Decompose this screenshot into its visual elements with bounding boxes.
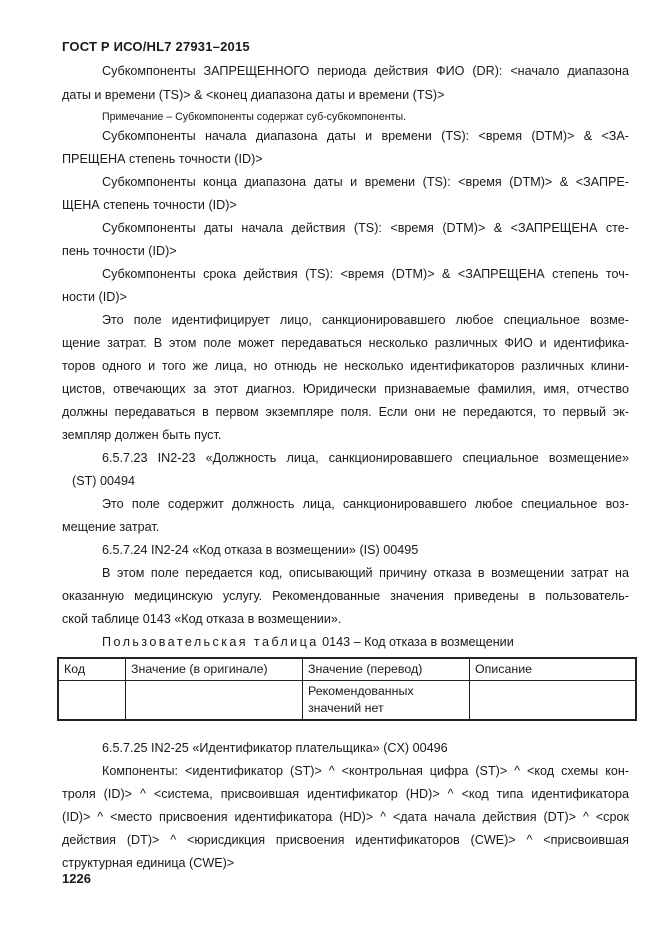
paragraph-line: Компоненты: <идентификатор (ST)> ^ <контрольная цифра (ST)> ^ <код схемы кон- — [102, 764, 629, 778]
table-caption-label: Пользовательская таблица — [102, 635, 319, 649]
paragraph-line: структурная единица (CWE)> — [62, 856, 235, 870]
paragraph-line: Это поле содержит должность лица, санкционировавшего любое специальное воз- — [102, 497, 629, 511]
paragraph-line: земпляр должен быть пуст. — [62, 428, 222, 442]
paragraph-line: цистов, отвечающих за этот диагноз. Юридически признаваемые фамилия, имя, отчество — [62, 382, 629, 396]
table-caption — [102, 634, 661, 650]
paragraph-line: пень точности (ID)> — [62, 244, 177, 258]
paragraph-line: ЩЕНА степень точности (ID)> — [62, 198, 237, 212]
document-header: ГОСТ Р ИСО/HL7 27931–2015 — [62, 39, 250, 54]
section-heading: 6.5.7.23 IN2-23 «Должность лица, санкционировавшего специальное возмещение» — [102, 451, 629, 465]
table-cell: Рекомендованных значений нет — [303, 681, 470, 721]
paragraph-line: ской таблице 0143 «Код отказа в возмещении». — [62, 612, 342, 626]
paragraph-line: Субкомпоненты ЗАПРЕЩЕННОГО периода действия ФИО (DR): <начало диапазона — [102, 64, 629, 78]
table-cell — [126, 681, 303, 721]
page-number: 1226 — [62, 871, 91, 886]
paragraph-line: оказанную медицинскую услугу. Рекомендованные значения приведены в пользователь- — [62, 589, 629, 603]
table-caption-title: 0143 – Код отказа в возмещении — [322, 635, 514, 649]
paragraph-line: щение затрат. В этом поле может передаваться несколько различных ФИО и идентифика- — [62, 336, 629, 350]
paragraph-line: В этом поле передается код, описывающий причину отказа в возмещении затрат на — [102, 566, 629, 580]
table-row — [58, 681, 636, 721]
paragraph-line: Субкомпоненты даты начала действия (TS): <время (DTM)> & <ЗАПРЕЩЕНА сте- — [102, 221, 629, 235]
table-header-row — [58, 658, 636, 681]
table-header-cell: Значение (в оригинале) — [126, 658, 303, 681]
paragraph-line: должны передаваться в первом экземпляре поля. Если они не передаются, то первый эк- — [62, 405, 629, 419]
paragraph-line: троля (ID)> ^ <система, присвоившая идентификатор (HD)> ^ <код типа идентификатора — [62, 787, 629, 801]
section-heading: 6.5.7.24 IN2-24 «Код отказа в возмещении» (IS) 00495 — [102, 543, 419, 557]
table-header-cell: Значение (перевод) — [303, 658, 470, 681]
paragraph-line: торов одного и того же лица, но отнюдь не несколько идентификаторов различных клини- — [62, 359, 629, 373]
table-header-cell: Описание — [470, 658, 637, 681]
paragraph-line: даты и времени (TS)> & <конец диапазона даты и времени (TS)> — [62, 88, 445, 102]
paragraph-line: ПРЕЩЕНА степень точности (ID)> — [62, 152, 263, 166]
code-table — [57, 657, 637, 721]
paragraph-line: мещение затрат. — [62, 520, 160, 534]
paragraph-line: действия (DT)> ^ <юрисдикция присвоения идентификаторов (CWE)> ^ <присвоившая — [62, 833, 629, 847]
paragraph-line: Субкомпоненты срока действия (TS): <время (DTM)> & <ЗАПРЕЩЕНА степень точ- — [102, 267, 629, 281]
section-heading: 6.5.7.25 IN2-25 «Идентификатор плательщика» (CX) 00496 — [102, 741, 448, 755]
paragraph-line: (ID)> ^ <место присвоения идентификатора (HD)> ^ <дата начала действия (DT)> ^ <срок — [62, 810, 629, 824]
paragraph-line: ности (ID)> — [62, 290, 127, 304]
table-cell — [470, 681, 637, 721]
paragraph-line: Это поле идентифицирует лицо, санкционировавшего любое специальное возме- — [102, 313, 629, 327]
section-heading-cont: (ST) 00494 — [72, 474, 135, 488]
table-cell — [58, 681, 126, 721]
paragraph-line: Субкомпоненты конца диапазона даты и времени (TS): <время (DTM)> & <ЗАПРЕ- — [102, 175, 629, 189]
note-line: Примечание – Субкомпоненты содержат суб-субкомпоненты. — [102, 111, 407, 123]
paragraph-line: Субкомпоненты начала диапазона даты и времени (TS): <время (DTM)> & <ЗА- — [102, 129, 629, 143]
table-header-cell: Код — [58, 658, 126, 681]
